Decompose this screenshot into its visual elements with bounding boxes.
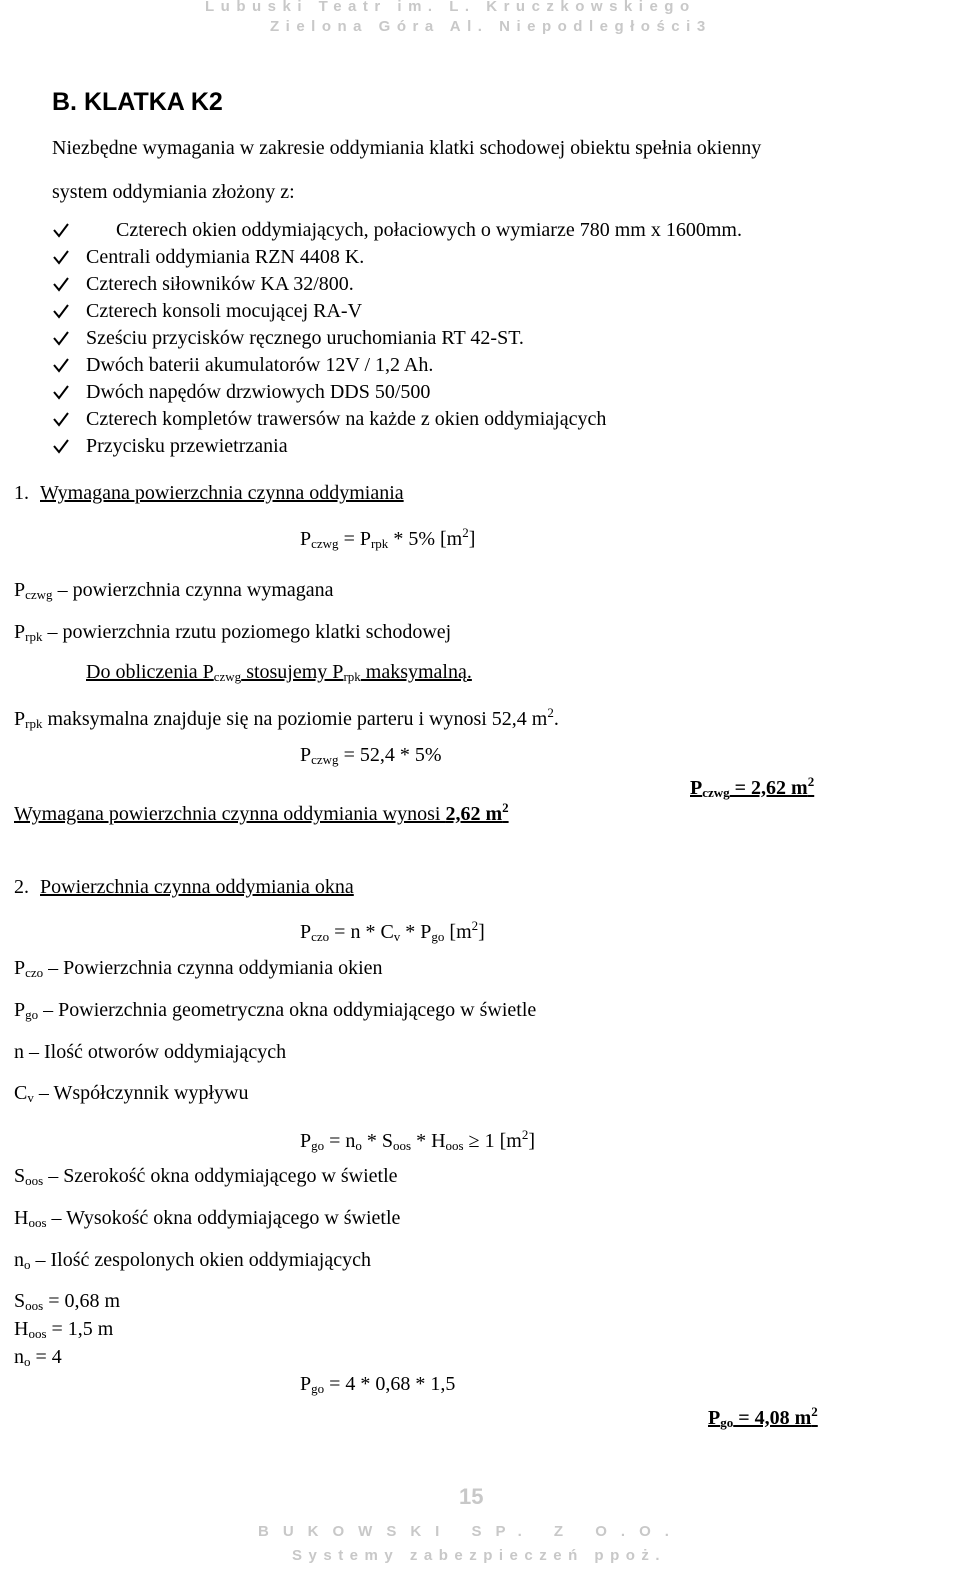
- rpk-value-line: $P_{rpk}$ maksymalna znajduje się na poziomie parteru i wynosi 52,4 $m^2$.: [14, 705, 559, 731]
- section-title: B. KLATKA K2: [52, 88, 223, 116]
- check-icon: [52, 330, 76, 346]
- intro-line-1: Niezbędne wymagania w zakresie oddymiania klatki schodowej obiektu spełnia okienny: [52, 137, 762, 159]
- intro-line-2: system oddymiania złożony z:: [52, 181, 295, 203]
- definition-hoos: $H_{oos}$ – Wysokość okna oddymiającego w świetle: [14, 1207, 401, 1230]
- checklist-item: Czterech konsoli mocującej RA-V: [52, 297, 742, 324]
- definition-n: n – Ilość otworów oddymiających: [14, 1041, 287, 1063]
- checklist-item: Czterech kompletów trawersów na każde z okien oddymiających: [52, 405, 742, 432]
- checklist-item: Czterech okien oddymiających, połaciowych o wymiarze 780 mm x 1600mm.: [52, 216, 742, 243]
- check-icon: [52, 438, 76, 454]
- header-line-1: Lubuski Teatr im. L. Kruczkowskiego: [205, 0, 696, 15]
- section-2-calculation: $P_{go} = 4 * 0,68 * 1,5$: [300, 1373, 456, 1396]
- check-icon: [52, 357, 76, 373]
- checklist: [52, 216, 742, 459]
- section-2-boxed-result: $P_{go} = 4,08$ $m^2$: [708, 1404, 818, 1430]
- checklist-item: Sześciu przycisków ręcznego uruchomiania RT 42-ST.: [52, 324, 742, 351]
- section-2-formula-2: $P_{go} = n_o * S_{oos} * H_{oos} \ge 1$ $[m^2]$: [300, 1127, 535, 1153]
- definition-go: $P_{go}$ – Powierzchnia geometryczna okna oddymiającego w świetle: [14, 999, 537, 1022]
- value-soos: $S_{oos} = 0,68$ m: [14, 1290, 121, 1313]
- check-icon: [52, 384, 76, 400]
- footer-tagline: Systemy zabezpieczeń ppoż.: [292, 1547, 667, 1564]
- value-hoos: $H_{oos} = 1,5$ m: [14, 1318, 114, 1341]
- checklist-item: Czterech siłowników KA 32/800.: [52, 270, 742, 297]
- section-1-boxed-result: $P_{czwg} = 2,62$ $m^2$: [690, 774, 815, 800]
- definition-czo: $P_{czo}$ – Powierzchnia czynna oddymiania okien: [14, 957, 383, 980]
- section-1-result: Wymagana powierzchnia czynna oddymiania wynosi 2,62 $m^2$: [14, 800, 509, 825]
- check-icon: [52, 276, 76, 292]
- footer-company: BUKOWSKI SP. Z O.O.: [258, 1523, 683, 1540]
- section-2-formula: $P_{czo} = n * C_v * P_{go}$ $[m^2]$: [300, 918, 485, 944]
- definition-rpk: $P_{rpk}$ – powierzchnia rzutu poziomego klatki schodowej: [14, 621, 452, 644]
- page-number: 15: [459, 1484, 484, 1509]
- check-icon: [52, 411, 76, 427]
- check-icon: [52, 303, 76, 319]
- header-line-2: Zielona Góra Al. Niepodległości3: [270, 18, 712, 35]
- check-icon: [52, 222, 76, 238]
- definition-no: $n_o$ – Ilość zespolonych okien oddymiających: [14, 1249, 371, 1272]
- section-2-heading: 2. Powierzchnia czynna oddymiania okna: [14, 876, 354, 898]
- checklist-item: Centrali oddymiania RZN 4408 K.: [52, 243, 742, 270]
- definition-soos: $S_{oos}$ – Szerokość okna oddymiającego w świetle: [14, 1165, 398, 1188]
- calculation-note: Do obliczenia $P_{czwg}$ stosujemy $P_{rpk}$ maksymalną.: [86, 661, 472, 684]
- checklist-item: Dwóch baterii akumulatorów 12V / 1,2 Ah.: [52, 351, 742, 378]
- check-icon: [52, 249, 76, 265]
- section-1-calculation: $P_{czwg} = 52,4 * 5\%$: [300, 744, 442, 767]
- section-1-formula: $P_{czwg} = P_{rpk} * 5\%$ $[m^2]$: [300, 525, 476, 551]
- checklist-item: Przycisku przewietrzania: [52, 432, 742, 459]
- checklist-item: Dwóch napędów drzwiowych DDS 50/500: [52, 378, 742, 405]
- definition-cv: $C_v$ – Współczynnik wypływu: [14, 1082, 249, 1105]
- value-no: $n_o = 4$: [14, 1346, 62, 1369]
- definition-czwg: $P_{czwg}$ – powierzchnia czynna wymagana: [14, 579, 334, 602]
- section-1-heading: 1. Wymagana powierzchnia czynna oddymiania: [14, 482, 404, 504]
